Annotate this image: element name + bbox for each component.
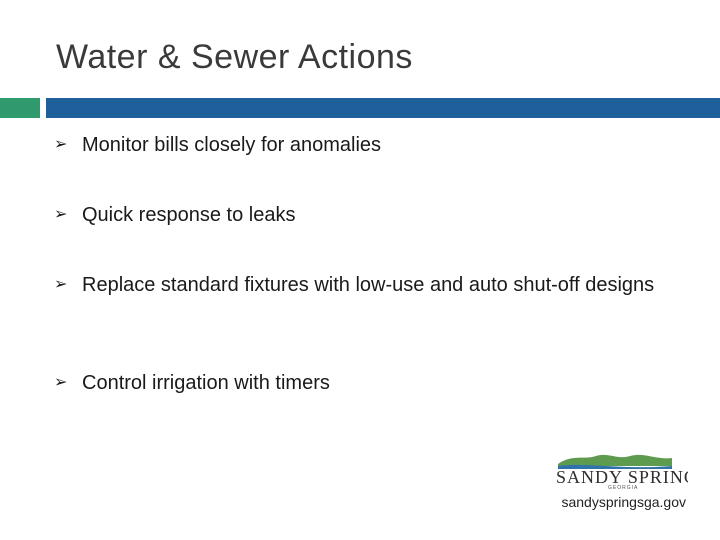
bullet-item [54, 272, 694, 298]
arrowhead-icon: ➢ [54, 374, 68, 391]
svg-text:GEORGIA: GEORGIA [608, 485, 639, 490]
bullet-text: Quick response to leaks [82, 204, 296, 226]
bullet-item [54, 202, 694, 228]
accent-bar-blue [46, 98, 720, 118]
arrowhead-icon: ➢ [54, 136, 68, 153]
svg-text:SANDY SPRINGS: SANDY SPRIN [556, 467, 684, 487]
sandy-springs-logo [548, 450, 688, 490]
bullet-item [54, 370, 694, 396]
arrowhead-icon: ➢ [54, 206, 68, 223]
slide-title: Water & Sewer Actions [56, 38, 413, 76]
accent-bar-green [0, 98, 40, 118]
arrowhead-icon: ➢ [54, 276, 68, 293]
bullet-item [54, 132, 694, 158]
bullet-text: Control irrigation with timers [82, 372, 330, 394]
footer-url: sandyspringsga.gov [561, 494, 686, 510]
bullet-text: Monitor bills closely for anomalies [82, 134, 382, 156]
bullet-text: Replace standard fixtures with low-use and auto shut-off designs [82, 274, 655, 296]
